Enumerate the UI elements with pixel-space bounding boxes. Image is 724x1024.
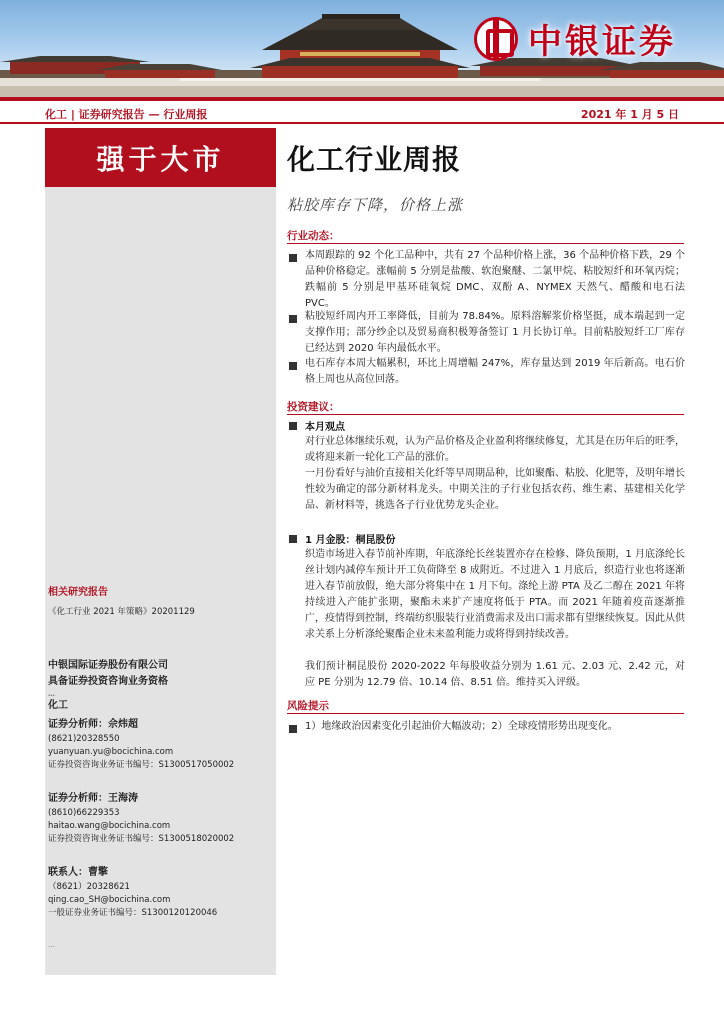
bullet-square-icon	[289, 422, 297, 430]
bullet-square-icon	[289, 725, 297, 733]
dynamics-bullet-1: 本周跟踪的 92 个化工品种中，共有 27 个品种价格上涨，36 个品种价格下跌，29 个品种价格稳定。涨幅前 5 分别是盐酸、软泡聚醚、二氯甲烷、粘胶短纤和环氧丙烷；跌幅前 5 分别是甲基环硅氧烷 DMC、双酚 A、NYMEX 天然气、醋酸和电石法 PVC。	[305, 250, 685, 309]
dynamics-bullet-2: 粘胶短纤周内开工率降低，目前为 78.84%。原料溶解浆价格坚挺，成本端起到一定支撑作用；部分纱企以及贸易商积极筹备签订 1 月长协订单。目前粘胶短纤工厂库存已经达到 2020 年内最低水平。	[305, 311, 685, 354]
analyst-email[interactable]: haitao.wang@bocichina.com	[48, 821, 171, 831]
company-name: 中银国际证券股份有限公司	[48, 660, 168, 671]
section-rule	[287, 713, 684, 714]
monthly-view-para-1: 对行业总体继续乐观，认为产品价格及企业盈利将继续修复，尤其是在历年后的旺季，或将迎来新一轮化工产品的涨价。	[305, 436, 685, 463]
contact-phone: （8621）20328621	[48, 882, 130, 892]
breadcrumb: 化工 | 证券研究报告 — 行业周报	[45, 108, 208, 121]
gold-stock-para-2: 我们预计桐昆股份 2020-2022 年每股收益分别为 1.61 元、2.03 元、2.42 元，对应 PE 分别为 12.79 倍、10.14 倍、8.51 倍。维持买入评级。	[305, 661, 685, 688]
brand-logo	[474, 14, 676, 63]
bullet-square-icon	[289, 315, 297, 323]
header-divider	[0, 97, 724, 101]
related-reports-title: 相关研究报告	[48, 587, 108, 598]
rating-slogan: 强于大市	[96, 142, 225, 176]
analyst-cert: 证券投资咨询业务证书编号：S1300517050002	[48, 760, 235, 770]
section-rule	[287, 243, 684, 244]
separator-dots: …	[48, 690, 55, 698]
page-title: 化工行业周报	[287, 143, 462, 176]
bullet-square-icon	[289, 362, 297, 370]
analyst-name: 证券分析师：佘炜超	[48, 719, 138, 730]
analyst-card	[48, 789, 274, 846]
risk-text: 1）地缘政治因素变化引起油价大幅波动；2）全球疫情形势出现变化。	[305, 721, 618, 732]
report-date: 2021 年 1 月 5 日	[580, 108, 679, 121]
bullet-square-icon	[289, 254, 297, 262]
page-subtitle: 粘胶库存下降，价格上涨	[287, 196, 464, 214]
analyst-phone: (8621)20328550	[48, 734, 120, 744]
analyst-card	[48, 863, 274, 920]
analyst-card	[48, 715, 274, 772]
related-report-link[interactable]: 《化工行业 2021 年策略》20201129	[48, 607, 195, 617]
contact-cert: 一般证券业务证书编号：S1300120120046	[48, 908, 218, 918]
dynamics-bullet-3: 电石库存本周大幅累积，环比上周增幅 247%，库存量达到 2019 年后新高。电石价格上周也从高位回落。	[305, 358, 685, 385]
contact-email[interactable]: qing.cao_SH@bocichina.com	[48, 895, 171, 905]
company-qualification: 具备证券投资咨询业务资格	[48, 676, 168, 687]
rating-box	[45, 128, 276, 187]
section-heading-advice: 投资建议：	[287, 401, 340, 413]
monthly-view-title: 本月观点	[305, 422, 345, 433]
section-rule	[287, 414, 684, 415]
header-banner	[0, 0, 724, 97]
contact-name: 联系人：曹擎	[48, 867, 108, 878]
sidebar-footer-dots: …	[48, 941, 55, 949]
analyst-name: 证券分析师：王海涛	[48, 793, 138, 804]
section-heading-risk: 风险提示	[287, 700, 329, 712]
related-reports	[48, 583, 274, 617]
analyst-list	[48, 715, 274, 937]
gold-stock-title: 1 月金股：桐昆股份	[305, 535, 396, 546]
company-info	[48, 658, 274, 714]
analyst-email[interactable]: yuanyuan.yu@bocichina.com	[48, 747, 174, 757]
analyst-phone: (8610)66229353	[48, 808, 120, 818]
monthly-view-para-2: 一月份看好与油价直接相关化纤等早周期品种，比如聚酯、粘胶、化肥等，及明年增长性较为确定的部分新材料龙头。中期关注的子行业包括农药、维生素、基建相关化学品、新材料等，挑选各子行业优势龙头企业。	[305, 468, 685, 511]
gold-stock-para-1: 织造市场进入春节前补库期，年底涤纶长丝装置亦存在检修、降负预期，1 月底涤纶长丝计划内减停车预计开工负荷降至 8 成附近。不过进入 1 月底后，织造行业也将逐渐进入春节前放假，绝大部分将集中在 1 月下旬。涤纶上游 PTA 及乙二醇在 2021 年将持续进入产能扩张期，聚酯未来扩产速度将低于 PTA。而 2021 年随着疫苗逐渐推广，疫情得到控制，终端纺织服装行业消费需求及出口需求都有望继续恢复。因此从供求关系上分析涤纶聚酯企业未来盈利能力或将得到持续改善。	[305, 549, 685, 640]
subheader-divider	[0, 122, 724, 124]
left-sidebar	[45, 128, 276, 975]
section-heading-dynamics: 行业动态：	[287, 230, 340, 242]
industry-label: 化工	[48, 700, 68, 711]
bank-logo-icon	[474, 17, 518, 61]
bullet-square-icon	[289, 535, 297, 543]
analyst-cert: 证券投资咨询业务证书编号：S1300518020002	[48, 834, 235, 844]
brand-name: 中银证券	[528, 22, 676, 62]
